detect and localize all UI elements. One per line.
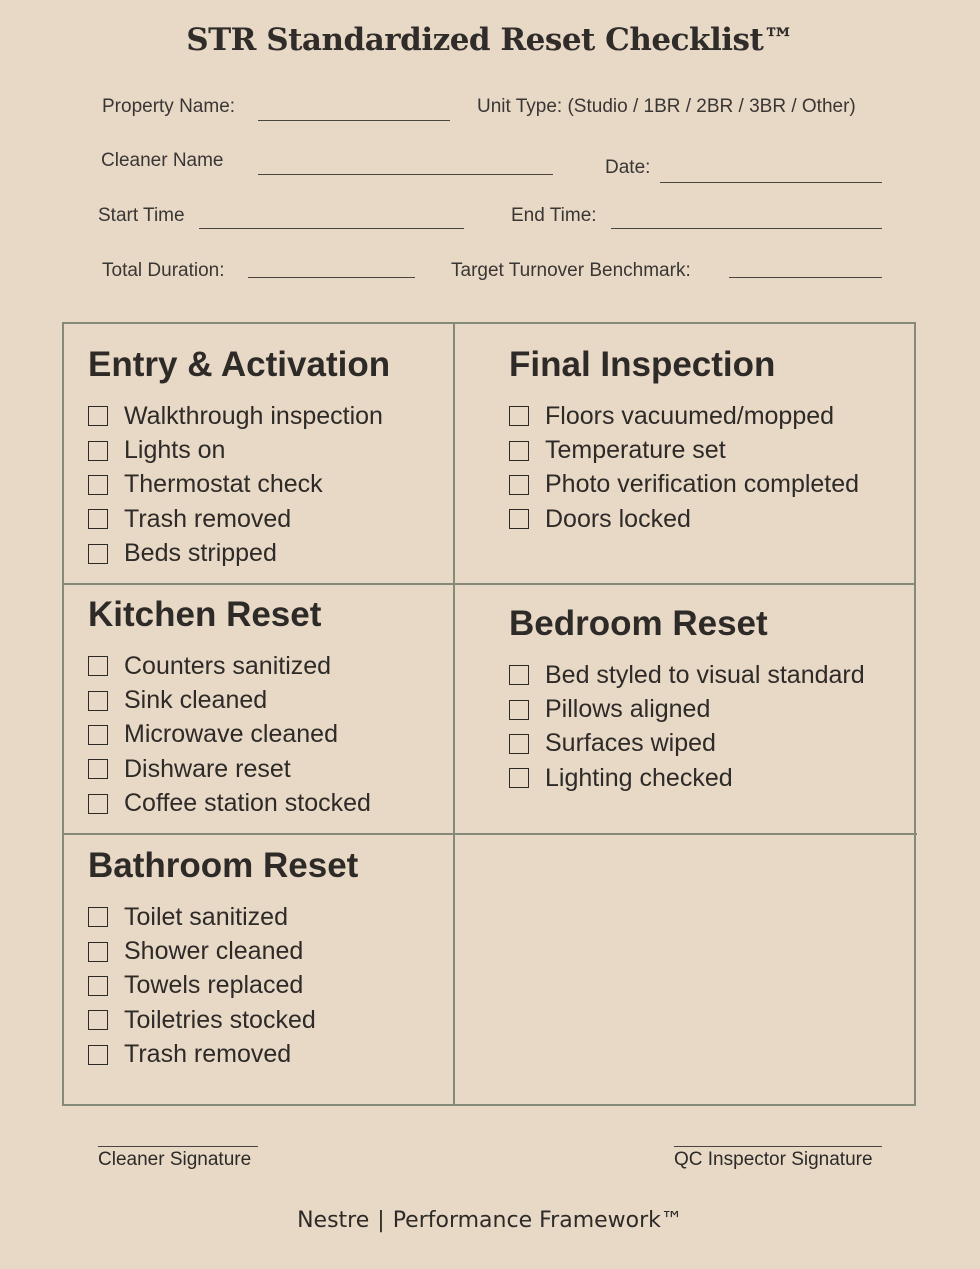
checklist-item[interactable] bbox=[88, 502, 390, 536]
checkbox[interactable] bbox=[88, 691, 108, 711]
checkbox[interactable] bbox=[509, 441, 529, 461]
checkbox[interactable] bbox=[88, 441, 108, 461]
cleaner-signature-label: Cleaner Signature bbox=[98, 1149, 252, 1170]
checkbox[interactable] bbox=[509, 406, 529, 426]
grid-divider-vertical bbox=[453, 324, 455, 1104]
target-benchmark-field[interactable] bbox=[729, 277, 882, 278]
item-label: Pillows aligned bbox=[545, 695, 711, 724]
checkbox[interactable] bbox=[509, 768, 529, 788]
footer-separator: | bbox=[377, 1208, 385, 1233]
checklist-item[interactable] bbox=[509, 658, 865, 692]
item-label: Doors locked bbox=[545, 504, 691, 533]
total-duration-label: Total Duration: bbox=[102, 260, 225, 281]
page-title: STR Standardized Reset Checklist™ bbox=[186, 22, 794, 58]
checkbox[interactable] bbox=[88, 656, 108, 676]
checklist-item[interactable] bbox=[509, 692, 865, 726]
item-label: Photo verification completed bbox=[545, 470, 860, 499]
checklist-item[interactable] bbox=[509, 468, 859, 502]
checkbox[interactable] bbox=[88, 794, 108, 814]
item-label: Microwave cleaned bbox=[124, 720, 338, 749]
checklist-item[interactable] bbox=[88, 683, 371, 717]
item-label: Counters sanitized bbox=[124, 651, 332, 680]
checkbox[interactable] bbox=[509, 700, 529, 720]
checklist-item[interactable] bbox=[88, 1003, 358, 1037]
item-label: Lights on bbox=[124, 436, 226, 465]
qc-signature-label: QC Inspector Signature bbox=[674, 1149, 873, 1170]
grid-divider-row-1 bbox=[64, 583, 914, 585]
end-time-field[interactable] bbox=[611, 228, 882, 229]
checkbox[interactable] bbox=[88, 759, 108, 779]
checkbox[interactable] bbox=[88, 1010, 108, 1030]
property-name-field[interactable] bbox=[258, 120, 450, 121]
checklist-item[interactable] bbox=[88, 399, 390, 433]
checkbox[interactable] bbox=[509, 665, 529, 685]
brand-name: Nestre bbox=[297, 1208, 370, 1233]
property-name-label: Property Name: bbox=[102, 96, 236, 117]
item-label: Towels replaced bbox=[124, 971, 304, 1000]
checkbox[interactable] bbox=[509, 734, 529, 754]
cleaner-signature-field[interactable] bbox=[98, 1146, 258, 1147]
checklist-item[interactable] bbox=[88, 718, 371, 752]
item-label: Sink cleaned bbox=[124, 686, 268, 715]
item-label: Beds stripped bbox=[124, 539, 277, 568]
checklist-item[interactable] bbox=[88, 468, 390, 502]
total-duration-field[interactable] bbox=[248, 277, 415, 278]
start-time-label: Start Time bbox=[98, 205, 185, 226]
item-label: Temperature set bbox=[545, 436, 726, 465]
checklist-item[interactable] bbox=[509, 399, 859, 433]
item-label: Toilet sanitized bbox=[124, 902, 288, 931]
checklist-item[interactable] bbox=[88, 1038, 358, 1072]
item-label: Dishware reset bbox=[124, 754, 291, 783]
checkbox[interactable] bbox=[88, 725, 108, 745]
item-label: Thermostat check bbox=[124, 470, 323, 499]
cleaner-name-label: Cleaner Name bbox=[101, 150, 224, 171]
checkbox[interactable] bbox=[88, 907, 108, 927]
checkbox[interactable] bbox=[88, 509, 108, 529]
end-time-label: End Time: bbox=[511, 205, 597, 226]
start-time-field[interactable] bbox=[199, 228, 464, 229]
item-label: Lighting checked bbox=[545, 763, 733, 792]
checklist-item[interactable] bbox=[88, 900, 358, 934]
date-label: Date: bbox=[605, 157, 651, 178]
section-title: Entry & Activation bbox=[88, 345, 391, 384]
checklist-item[interactable] bbox=[509, 502, 859, 536]
section-bathroom-reset bbox=[88, 846, 358, 1072]
unit-type-label: Unit Type: (Studio / 1BR / 2BR / 3BR / Other) bbox=[477, 96, 856, 117]
section-title: Kitchen Reset bbox=[88, 595, 322, 634]
section-bedroom-reset bbox=[509, 604, 865, 796]
checklist-item[interactable] bbox=[88, 752, 371, 786]
checkbox[interactable] bbox=[88, 475, 108, 495]
checklist-item[interactable] bbox=[88, 934, 358, 968]
item-label: Floors vacuumed/mopped bbox=[545, 401, 835, 430]
item-label: Bed styled to visual standard bbox=[545, 660, 865, 689]
section-kitchen-reset bbox=[88, 595, 371, 821]
qc-signature-field[interactable] bbox=[674, 1146, 882, 1147]
section-final-inspection bbox=[509, 345, 859, 537]
item-label: Toiletries stocked bbox=[124, 1005, 316, 1034]
item-label: Coffee station stocked bbox=[124, 789, 371, 818]
checklist-item[interactable] bbox=[88, 537, 390, 571]
checklist-item[interactable] bbox=[88, 649, 371, 683]
checkbox[interactable] bbox=[88, 942, 108, 962]
checkbox[interactable] bbox=[88, 1045, 108, 1065]
grid-divider-row-2 bbox=[64, 833, 917, 835]
section-entry-activation bbox=[88, 345, 390, 571]
item-label: Shower cleaned bbox=[124, 937, 304, 966]
footer bbox=[0, 1208, 980, 1233]
checklist-item[interactable] bbox=[509, 727, 865, 761]
checklist-item[interactable] bbox=[88, 433, 390, 467]
checklist-item[interactable] bbox=[88, 969, 358, 1003]
item-label: Trash removed bbox=[124, 1040, 292, 1069]
item-label: Trash removed bbox=[124, 504, 292, 533]
checkbox[interactable] bbox=[88, 406, 108, 426]
checklist-item[interactable] bbox=[88, 787, 371, 821]
item-label: Walkthrough inspection bbox=[124, 401, 383, 430]
section-title: Final Inspection bbox=[509, 345, 776, 384]
section-title: Bathroom Reset bbox=[88, 846, 359, 885]
footer-tagline: Performance Framework™ bbox=[392, 1208, 683, 1233]
date-field[interactable] bbox=[660, 182, 882, 183]
checkbox[interactable] bbox=[88, 544, 108, 564]
checkbox[interactable] bbox=[509, 475, 529, 495]
checklist-item[interactable] bbox=[509, 433, 859, 467]
checklist-item[interactable] bbox=[509, 761, 865, 795]
checkbox[interactable] bbox=[88, 976, 108, 996]
checkbox[interactable] bbox=[509, 509, 529, 529]
target-benchmark-label: Target Turnover Benchmark: bbox=[451, 260, 691, 281]
section-title: Bedroom Reset bbox=[509, 604, 768, 643]
item-label: Surfaces wiped bbox=[545, 729, 716, 758]
cleaner-name-field[interactable] bbox=[258, 174, 553, 175]
